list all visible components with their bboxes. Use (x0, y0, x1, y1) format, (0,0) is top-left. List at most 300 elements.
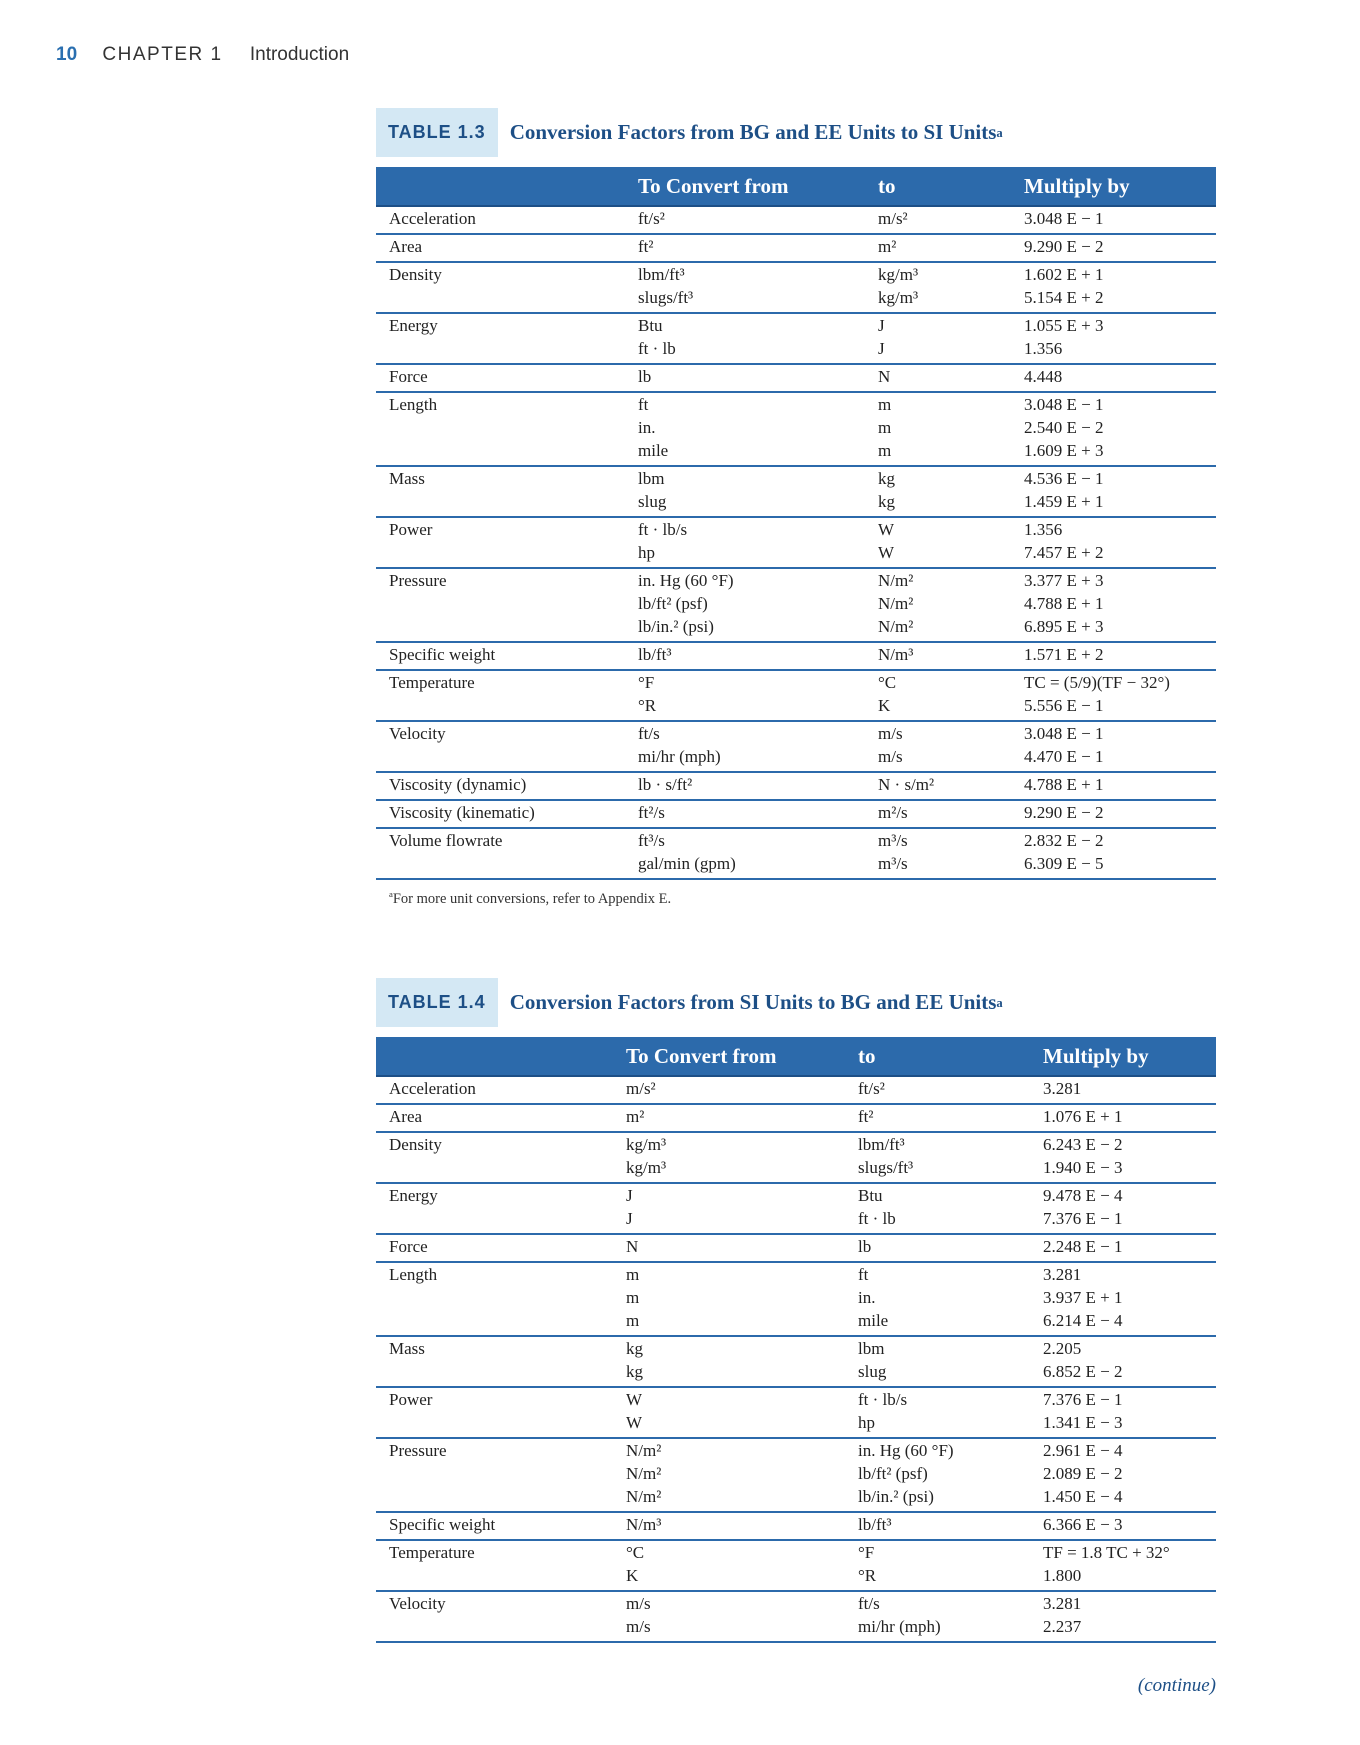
table-row (376, 1388, 1216, 1439)
from-cell (626, 1184, 858, 1230)
quantity-cell: Density (389, 265, 442, 284)
to-value: N (878, 367, 891, 386)
from-value: ft/s² (638, 209, 665, 228)
factor-cell (1043, 1184, 1216, 1230)
quantity-cell: Pressure (389, 571, 447, 590)
quantity-cell: Acceleration (389, 1079, 476, 1098)
from-value: N (626, 1237, 639, 1256)
table-label: TABLE 1.4 (376, 978, 498, 1027)
to-value: m³/s (878, 831, 908, 850)
factor-value: 7.376 E − 1 (1043, 1209, 1123, 1228)
from-cell (626, 1105, 858, 1128)
to-value: m² (878, 237, 897, 256)
quantity-cell: Temperature (389, 673, 475, 692)
quantity-cell: Power (389, 1390, 433, 1409)
to-value: °R (858, 1566, 877, 1585)
to-cell (878, 829, 1024, 875)
to-value: m²/s (878, 803, 908, 822)
to-value: kg (878, 469, 895, 488)
from-cell (626, 1439, 858, 1508)
table-row (376, 1077, 1216, 1105)
from-value: m/s (626, 1594, 651, 1613)
to-value: kg/m³ (878, 288, 919, 307)
table-row (376, 1105, 1216, 1133)
to-cell (878, 801, 1024, 824)
factor-cell (1024, 314, 1216, 360)
factor-value: 3.377 E + 3 (1024, 571, 1104, 590)
factor-value: 3.281 (1043, 1079, 1082, 1098)
quantity-cell: Density (389, 1135, 442, 1154)
from-value: lbm/ft³ (638, 265, 685, 284)
from-value: m (626, 1288, 640, 1307)
from-value: ft/s (638, 724, 660, 743)
to-cell (858, 1388, 1043, 1434)
col-header-from: To Convert from (626, 1043, 777, 1068)
from-value: ft² (638, 237, 654, 256)
from-cell (626, 1263, 858, 1332)
factor-value: 1.055 E + 3 (1024, 316, 1104, 335)
to-cell (858, 1337, 1043, 1383)
from-cell (626, 1133, 858, 1179)
from-value: lb · s/ft² (638, 775, 693, 794)
col-header-factor: Multiply by (1043, 1043, 1149, 1068)
quantity-cell: Viscosity (dynamic) (389, 775, 527, 794)
factor-value: 9.290 E − 2 (1024, 803, 1104, 822)
from-cell (626, 1592, 858, 1638)
to-value: N/m³ (878, 645, 914, 664)
to-cell (858, 1235, 1043, 1258)
table-row (376, 1184, 1216, 1235)
factor-value: TC = (5/9)(TF − 32°) (1024, 673, 1170, 692)
from-cell (638, 671, 878, 717)
table-row (376, 235, 1216, 263)
from-cell (626, 1513, 858, 1536)
table-1-3 (376, 108, 1216, 908)
to-cell (878, 467, 1024, 513)
factor-value: 9.478 E − 4 (1043, 1186, 1123, 1205)
table-caption (376, 108, 1216, 157)
to-value: ft/s² (858, 1079, 885, 1098)
page-number: 10 (56, 44, 78, 65)
to-cell (878, 722, 1024, 768)
to-cell (878, 393, 1024, 462)
from-value: m/s² (626, 1079, 656, 1098)
quantity-cell: Velocity (389, 724, 446, 743)
quantity-cell: Viscosity (kinematic) (389, 803, 535, 822)
to-cell (878, 773, 1024, 796)
factor-value: 7.376 E − 1 (1043, 1390, 1123, 1409)
table-row (376, 263, 1216, 314)
factor-cell (1024, 518, 1216, 564)
quantity-cell: Force (389, 367, 428, 386)
table-header (376, 167, 1216, 207)
to-value: m³/s (878, 854, 908, 873)
from-value: N/m² (626, 1487, 662, 1506)
table-row (376, 207, 1216, 235)
table-label: TABLE 1.3 (376, 108, 498, 157)
quantity-cell: Energy (389, 316, 438, 335)
from-value: in. Hg (60 °F) (638, 571, 734, 590)
table-row (376, 722, 1216, 773)
factor-cell (1043, 1439, 1216, 1508)
factor-value: 4.788 E + 1 (1024, 594, 1104, 613)
from-value: m (626, 1311, 640, 1330)
factor-value: 1.940 E − 3 (1043, 1158, 1123, 1177)
quantity-cell: Specific weight (389, 645, 496, 664)
from-cell (638, 263, 878, 309)
to-value: lbm/ft³ (858, 1135, 905, 1154)
to-cell (878, 365, 1024, 388)
factor-cell (1043, 1263, 1216, 1332)
quantity-cell: Length (389, 1265, 438, 1284)
to-cell (858, 1541, 1043, 1587)
factor-value: 2.961 E − 4 (1043, 1441, 1123, 1460)
from-cell (626, 1388, 858, 1434)
to-value: J (878, 316, 885, 335)
to-cell (878, 235, 1024, 258)
table-row (376, 1592, 1216, 1643)
to-value: m/s (878, 724, 903, 743)
to-value: m (878, 395, 892, 414)
to-value: in. (858, 1288, 876, 1307)
factor-value: 2.237 (1043, 1617, 1082, 1636)
to-cell (858, 1133, 1043, 1179)
from-value: m (626, 1265, 640, 1284)
factor-value: 4.448 (1024, 367, 1063, 386)
to-cell (858, 1184, 1043, 1230)
to-value: °F (858, 1543, 875, 1562)
factor-value: 1.571 E + 2 (1024, 645, 1104, 664)
factor-value: 3.281 (1043, 1265, 1082, 1284)
to-cell (878, 671, 1024, 717)
to-value: N/m² (878, 617, 914, 636)
from-value: W (626, 1413, 643, 1432)
factor-value: 1.602 E + 1 (1024, 265, 1104, 284)
factor-value: 6.895 E + 3 (1024, 617, 1104, 636)
factor-cell (1043, 1541, 1216, 1587)
from-cell (626, 1077, 858, 1100)
factor-cell (1024, 263, 1216, 309)
factor-value: 6.366 E − 3 (1043, 1515, 1123, 1534)
from-cell (638, 207, 878, 230)
quantity-cell: Volume flowrate (389, 831, 503, 850)
factor-value: 3.048 E − 1 (1024, 724, 1104, 743)
factor-cell (1024, 235, 1216, 258)
factor-value: 3.281 (1043, 1594, 1082, 1613)
factor-value: 2.089 E − 2 (1043, 1464, 1123, 1483)
to-value: slugs/ft³ (858, 1158, 914, 1177)
from-value: K (626, 1566, 639, 1585)
quantity-cell: Area (389, 237, 423, 256)
table-body (376, 1077, 1216, 1643)
to-value: lb/ft³ (858, 1515, 892, 1534)
table-row (376, 1513, 1216, 1541)
factor-cell (1024, 773, 1216, 796)
running-head (56, 44, 349, 66)
factor-value: 6.214 E − 4 (1043, 1311, 1123, 1330)
to-cell (878, 207, 1024, 230)
from-value: kg/m³ (626, 1158, 667, 1177)
to-cell (858, 1263, 1043, 1332)
factor-value: 2.540 E − 2 (1024, 418, 1104, 437)
factor-value: 4.536 E − 1 (1024, 469, 1104, 488)
to-value: N · s/m² (878, 775, 935, 794)
from-value: kg/m³ (626, 1135, 667, 1154)
from-value: ft · lb (638, 339, 676, 358)
to-value: ft² (858, 1107, 874, 1126)
continue-note: (continue) (1137, 1675, 1216, 1696)
table-row (376, 643, 1216, 671)
table-title: Conversion Factors from BG and EE Units to SI Units a (509, 120, 1003, 144)
table-row (376, 1337, 1216, 1388)
quantity-cell: Length (389, 395, 438, 414)
from-cell (626, 1235, 858, 1258)
from-value: m/s (626, 1617, 651, 1636)
factor-cell (1024, 569, 1216, 638)
factor-cell (1043, 1592, 1216, 1638)
to-value: J (878, 339, 885, 358)
to-value: ft (858, 1265, 869, 1284)
from-value: ft · lb/s (638, 520, 688, 539)
table-row (376, 569, 1216, 643)
factor-value: 1.459 E + 1 (1024, 492, 1104, 511)
from-cell (638, 365, 878, 388)
to-value: m/s (878, 747, 903, 766)
from-value: °F (638, 673, 655, 692)
from-cell (638, 643, 878, 666)
from-value: lb/ft² (psf) (638, 594, 708, 613)
from-value: in. (638, 418, 656, 437)
quantity-cell: Mass (389, 1339, 425, 1358)
table-row (376, 1439, 1216, 1513)
factor-value: 2.248 E − 1 (1043, 1237, 1123, 1256)
from-value: N/m³ (626, 1515, 662, 1534)
factor-value: 1.450 E − 4 (1043, 1487, 1123, 1506)
from-value: °C (626, 1543, 645, 1562)
from-value: mile (638, 441, 669, 460)
table-row (376, 518, 1216, 569)
factor-value: 7.457 E + 2 (1024, 543, 1104, 562)
from-value: mi/hr (mph) (638, 747, 721, 766)
to-value: W (878, 543, 895, 562)
factor-cell (1043, 1077, 1216, 1100)
factor-value: 1.341 E − 3 (1043, 1413, 1123, 1432)
from-value: W (626, 1390, 643, 1409)
quantity-cell: Pressure (389, 1441, 447, 1460)
col-header-factor: Multiply by (1024, 173, 1130, 198)
factor-cell (1024, 829, 1216, 875)
factor-cell (1024, 365, 1216, 388)
from-cell (638, 722, 878, 768)
factor-value: 6.852 E − 2 (1043, 1362, 1123, 1381)
factor-cell (1043, 1388, 1216, 1434)
col-header-to: to (858, 1043, 876, 1068)
factor-cell (1024, 467, 1216, 513)
factor-value: 1.800 (1043, 1566, 1082, 1585)
to-value: N/m² (878, 571, 914, 590)
quantity-cell: Acceleration (389, 209, 476, 228)
to-cell (878, 314, 1024, 360)
table-row (376, 1235, 1216, 1263)
factor-value: 5.154 E + 2 (1024, 288, 1104, 307)
factor-cell (1043, 1133, 1216, 1179)
to-cell (858, 1592, 1043, 1638)
from-value: J (626, 1209, 633, 1228)
to-value: kg (878, 492, 895, 511)
from-cell (638, 467, 878, 513)
factor-value: 5.556 E − 1 (1024, 696, 1104, 715)
factor-cell (1024, 207, 1216, 230)
to-value: m (878, 418, 892, 437)
from-cell (638, 235, 878, 258)
from-cell (638, 518, 878, 564)
from-cell (638, 314, 878, 360)
quantity-cell: Force (389, 1237, 428, 1256)
to-value: slug (858, 1362, 887, 1381)
from-cell (638, 801, 878, 824)
quantity-cell: Temperature (389, 1543, 475, 1562)
factor-value: 1.076 E + 1 (1043, 1107, 1123, 1126)
from-value: Btu (638, 316, 663, 335)
to-value: hp (858, 1413, 875, 1432)
factor-value: TF = 1.8 TC + 32° (1043, 1543, 1170, 1562)
from-cell (638, 773, 878, 796)
table-row (376, 393, 1216, 467)
table-header (376, 1037, 1216, 1077)
factor-value: 3.048 E − 1 (1024, 395, 1104, 414)
from-value: lb (638, 367, 652, 386)
table-1-4 (376, 978, 1216, 1643)
table-body (376, 207, 1216, 880)
factor-cell (1024, 671, 1216, 717)
table-row (376, 467, 1216, 518)
quantity-cell: Energy (389, 1186, 438, 1205)
from-value: J (626, 1186, 633, 1205)
table-row (376, 1541, 1216, 1592)
from-cell (626, 1541, 858, 1587)
factor-value: 6.243 E − 2 (1043, 1135, 1123, 1154)
table-row (376, 829, 1216, 880)
to-value: N/m² (878, 594, 914, 613)
table-row (376, 1263, 1216, 1337)
from-value: kg (626, 1339, 643, 1358)
table-row (376, 365, 1216, 393)
to-cell (858, 1513, 1043, 1536)
to-value: lb (858, 1237, 872, 1256)
from-value: slugs/ft³ (638, 288, 694, 307)
col-header-from: To Convert from (638, 173, 789, 198)
from-value: lb/in.² (psi) (638, 617, 714, 636)
factor-value: 6.309 E − 5 (1024, 854, 1104, 873)
factor-cell (1024, 393, 1216, 462)
from-value: ft²/s (638, 803, 665, 822)
to-value: Btu (858, 1186, 883, 1205)
from-value: ft (638, 395, 649, 414)
factor-value: 1.356 (1024, 520, 1063, 539)
from-value: °R (638, 696, 657, 715)
quantity-cell: Power (389, 520, 433, 539)
factor-value: 3.937 E + 1 (1043, 1288, 1123, 1307)
to-cell (858, 1077, 1043, 1100)
from-value: N/m² (626, 1464, 662, 1483)
from-value: m² (626, 1107, 645, 1126)
from-cell (638, 829, 878, 875)
from-value: ft³/s (638, 831, 665, 850)
to-value: ft/s (858, 1594, 880, 1613)
to-cell (858, 1439, 1043, 1508)
from-value: gal/min (gpm) (638, 854, 736, 873)
quantity-cell: Mass (389, 469, 425, 488)
factor-cell (1043, 1105, 1216, 1128)
factor-value: 3.048 E − 1 (1024, 209, 1104, 228)
col-header-to: to (878, 173, 896, 198)
factor-value: 1.609 E + 3 (1024, 441, 1104, 460)
quantity-cell: Specific weight (389, 1515, 496, 1534)
to-value: mile (858, 1311, 889, 1330)
factor-value: 4.470 E − 1 (1024, 747, 1104, 766)
to-value: m/s² (878, 209, 908, 228)
factor-value: 4.788 E + 1 (1024, 775, 1104, 794)
table-caption (376, 978, 1216, 1027)
to-cell (878, 569, 1024, 638)
to-value: lb/ft² (psf) (858, 1464, 928, 1483)
factor-cell (1024, 643, 1216, 666)
to-value: lbm (858, 1339, 885, 1358)
from-value: slug (638, 492, 667, 511)
factor-value: 1.356 (1024, 339, 1063, 358)
to-cell (858, 1105, 1043, 1128)
from-cell (638, 569, 878, 638)
to-cell (878, 643, 1024, 666)
from-cell (626, 1337, 858, 1383)
to-cell (878, 518, 1024, 564)
factor-cell (1043, 1513, 1216, 1536)
to-value: K (878, 696, 891, 715)
from-value: hp (638, 543, 655, 562)
to-value: in. Hg (60 °F) (858, 1441, 954, 1460)
factor-cell (1024, 722, 1216, 768)
section-label: Introduction (249, 44, 350, 65)
chapter-label: CHAPTER 1 (102, 44, 223, 65)
factor-value: 2.832 E − 2 (1024, 831, 1104, 850)
factor-value: 9.290 E − 2 (1024, 237, 1104, 256)
to-value: W (878, 520, 895, 539)
table-row (376, 314, 1216, 365)
from-cell (638, 393, 878, 462)
from-value: lbm (638, 469, 665, 488)
from-value: lb/ft³ (638, 645, 672, 664)
to-value: m (878, 441, 892, 460)
factor-cell (1024, 801, 1216, 824)
to-value: kg/m³ (878, 265, 919, 284)
to-cell (878, 263, 1024, 309)
factor-value: 2.205 (1043, 1339, 1082, 1358)
quantity-cell: Velocity (389, 1594, 446, 1613)
table-title: Conversion Factors from SI Units to BG and EE Units a (509, 990, 1003, 1014)
to-value: ft · lb (858, 1209, 896, 1228)
from-value: N/m² (626, 1441, 662, 1460)
table-footnote: $^a$For more unit conversions, refer to Appendix E. (389, 889, 672, 907)
table-row (376, 1133, 1216, 1184)
to-value: ft · lb/s (858, 1390, 908, 1409)
to-value: mi/hr (mph) (858, 1617, 941, 1636)
to-value: lb/in.² (psi) (858, 1487, 934, 1506)
table-row (376, 773, 1216, 801)
table-row (376, 801, 1216, 829)
factor-cell (1043, 1235, 1216, 1258)
to-value: °C (878, 673, 897, 692)
factor-cell (1043, 1337, 1216, 1383)
